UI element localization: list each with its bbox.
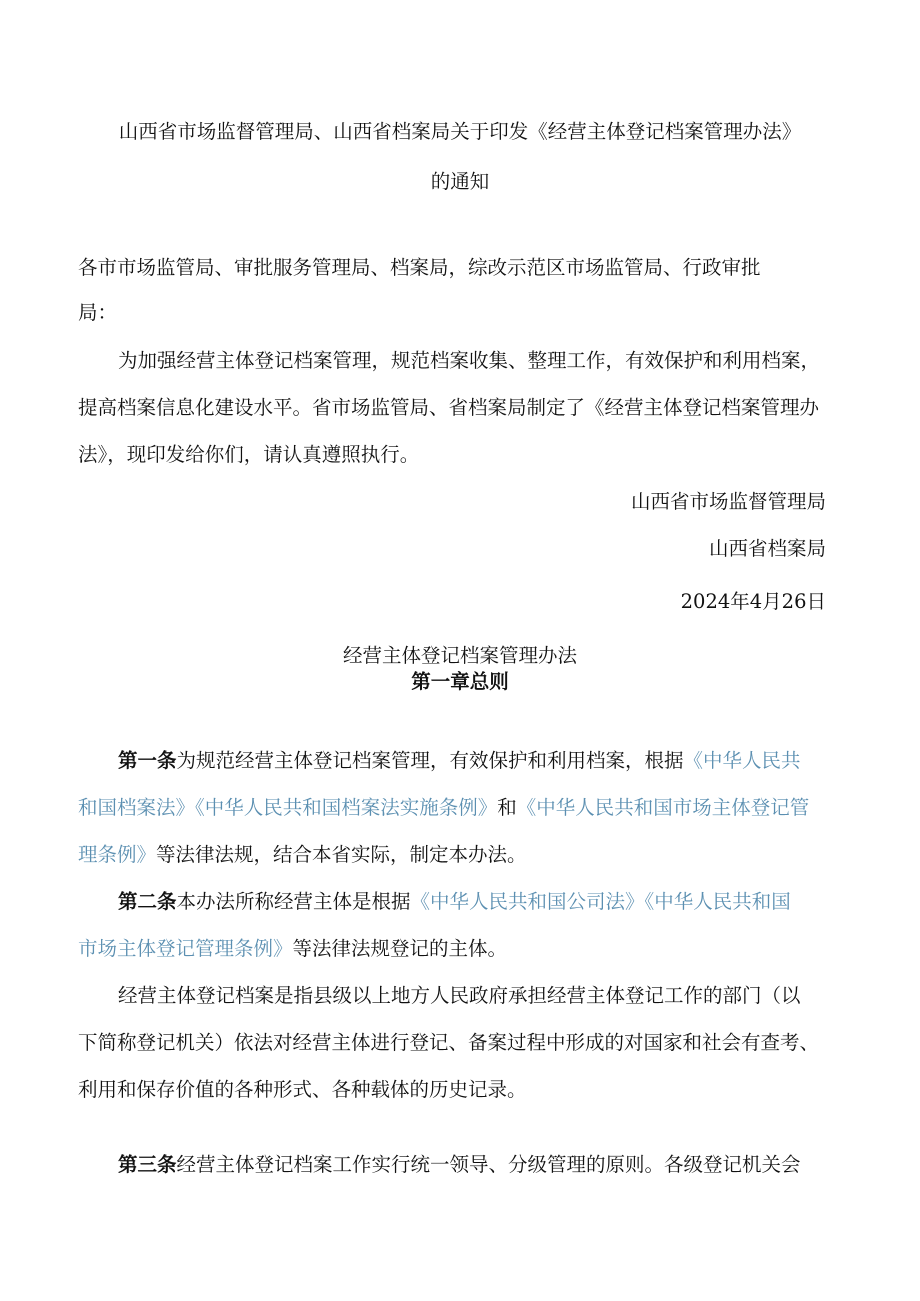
body-paragraph-1-line-1: 为加强经营主体登记档案管理，规范档案收集、整理工作，有效保护和利用档案， (118, 349, 821, 372)
article-1-text-2: 和 (497, 796, 517, 819)
signature-org-2: 山西省档案局 (708, 537, 826, 560)
signature-org-1: 山西省市场监督管理局 (630, 490, 826, 513)
article-2-line-2 (78, 937, 507, 961)
article-3-label: 第三条 (118, 1153, 177, 1176)
notice-title-line-1: 山西省市场监督管理局、山西省档案局关于印发《经营主体登记档案管理办法》 (118, 120, 802, 143)
article-1-line-1 (118, 749, 801, 773)
article-1-text-1: 为规范经营主体登记档案管理，有效保护和利用档案，根据 (176, 749, 684, 772)
law-link-archives-law[interactable]: 《中华人民共 (683, 749, 801, 772)
body-paragraph-1-line-3: 法》，现印发给你们，请认真遵照执行。 (78, 443, 420, 466)
article-1-line-2 (78, 796, 809, 820)
addressee-line-2: 局： (78, 301, 118, 324)
law-link-market-entity-registration[interactable]: 《中华人民共和国市场主体登记管 (516, 796, 810, 819)
article-1-text-3: 等法律法规，结合本省实际，制定本办法。 (156, 843, 527, 866)
notice-title-line-2: 的通知 (430, 170, 490, 193)
article-3-line-1 (118, 1153, 801, 1177)
chapter-1-heading: 第一章总则 (411, 670, 509, 693)
body-paragraph-1-line-2: 提高档案信息化建设水平。省市场监管局、省档案局制定了《经营主体登记档案管理办 (78, 396, 820, 419)
measures-title: 经营主体登记档案管理办法 (342, 644, 577, 667)
article-2-label: 第二条 (118, 890, 177, 913)
article-1-line-3 (78, 843, 527, 867)
law-link-market-entity-registration-cont[interactable]: 理条例》 (78, 843, 157, 866)
article-1-label: 第一条 (118, 749, 177, 772)
article-2-para-2-line-2: 下简称登记机关）依法对经营主体进行登记、备案过程中形成的对国家和社会有查考、 (78, 1031, 820, 1054)
article-3-text-1: 经营主体登记档案工作实行统一领导、分级管理的原则。各级登记机关会 (176, 1153, 801, 1176)
law-link-archives-law-regulations[interactable]: 和国档案法》《中华人民共和国档案法实施条例》 (78, 796, 498, 819)
article-2-para-2-line-1: 经营主体登记档案是指县级以上地方人民政府承担经营主体登记工作的部门（以 (118, 984, 801, 1007)
law-link-company-law[interactable]: 《中华人民共和国公司法》《中华人民共和国 (410, 890, 791, 913)
article-2-para-2-line-3: 利用和保存价值的各种形式、各种载体的历史记录。 (78, 1078, 527, 1101)
article-2-text-2: 等法律法规登记的主体。 (292, 937, 508, 960)
date: 2024年4月26日 (680, 590, 826, 613)
article-2-line-1 (118, 890, 791, 914)
addressee-line-1: 各市市场监管局、审批服务管理局、档案局，综改示范区市场监管局、行政审批 (78, 256, 761, 279)
law-link-market-entity-registration-2[interactable]: 市场主体登记管理条例》 (78, 937, 293, 960)
article-2-text-1: 本办法所称经营主体是根据 (176, 890, 411, 913)
